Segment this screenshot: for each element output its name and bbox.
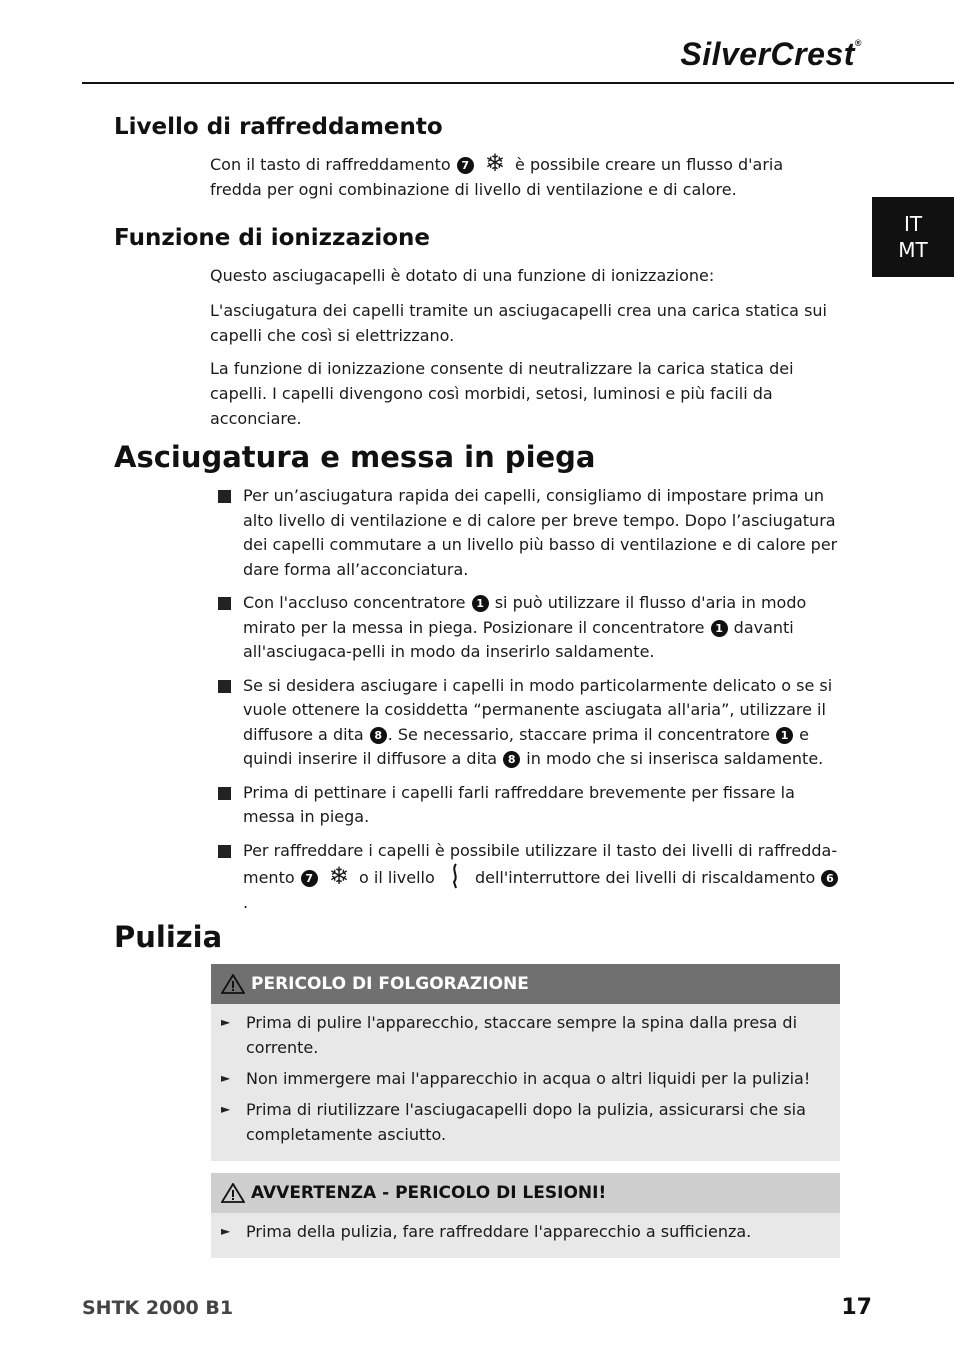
part-number-badge: 8: [370, 727, 387, 744]
square-bullet-icon: [218, 787, 231, 800]
danger-box-title: PERICOLO DI FOLGORAZIONE: [251, 974, 529, 994]
arrow-bullet-icon: ►: [221, 1071, 231, 1085]
snowflake-icon: ❄: [328, 862, 349, 890]
heading-ionization: Funzione di ionizzazione: [114, 225, 431, 251]
snowflake-icon: ❄: [484, 149, 505, 177]
arrow-bullet-icon: ►: [221, 1102, 231, 1116]
ionization-paragraph: Questo asciugacapelli è dotato di una funzione di ionizzazione:: [210, 266, 715, 285]
part-number-badge: 1: [711, 620, 728, 637]
list-item: ► Prima della pulizia, fare raffreddare l'apparecchio a sufficienza.: [221, 1219, 820, 1244]
cooling-paragraph: Con il tasto di raffreddamento 7 ❄ è possibile creare un flusso d'aria fredda per ogni combinazione di livello di ventilazione e di calore.: [210, 149, 784, 199]
heading-cooling: Livello di raffreddamento: [114, 114, 443, 140]
header-rule: [82, 82, 954, 84]
part-number-badge: 1: [472, 595, 489, 612]
warning-box-header: [211, 1173, 840, 1213]
list-item: Se si desidera asciugare i capelli in modo particolarmente delicato o se si vuole ottenere la cosiddetta “permanente asciugata all'aria”, utilizzare il diffusore a dita 8 . Se necessario, staccare prima il concentratore 1 e quindi inserire il diffusore a dita 8 in modo che si inserisca saldamente.: [215, 674, 840, 772]
square-bullet-icon: [218, 845, 231, 858]
warning-list: [211, 1213, 840, 1258]
ionization-paragraph: L'asciugatura dei capelli tramite un asciugacapelli crea una carica statica sui capelli che così si elettrizzano.: [210, 301, 827, 345]
list-item: Con l'accluso concentratore 1 si può utilizzare il flusso d'aria in modo mirato per la messa in piega. Posizionare il concentratore 1 davanti all'asciugaca-pelli in modo da inserirlo saldamente.: [215, 591, 840, 665]
heading-cleaning: Pulizia: [114, 920, 223, 954]
language-tab: [872, 197, 954, 277]
list-item: ► Prima di pulire l'apparecchio, staccare sempre la spina dalla presa di corrente.: [221, 1010, 820, 1060]
square-bullet-icon: [218, 680, 231, 693]
warning-triangle-icon: [221, 1183, 245, 1203]
list-item: ► Prima di riutilizzare l'asciugacapelli dopo la pulizia, assicurarsi che sia completamente asciutto.: [221, 1097, 820, 1147]
warning-box-title: AVVERTENZA - PERICOLO DI LESIONI!: [251, 1183, 607, 1203]
drying-list: [215, 484, 840, 915]
arrow-bullet-icon: ►: [221, 1224, 231, 1238]
warning-triangle-icon: [221, 974, 245, 994]
part-number-badge: 6: [821, 870, 838, 887]
danger-box: [211, 964, 840, 1161]
list-item: Per un’asciugatura rapida dei capelli, consigliamo di impostare prima un alto livello di ventilazione e di calore per breve tempo. Dopo l’asciugatura dei capelli commutare a un livello più basso di ventilazione e di calore per dare forma all’acconciatura.: [215, 484, 840, 582]
page-number: 17: [841, 1295, 872, 1320]
language-tab-line: MT: [898, 238, 928, 262]
square-bullet-icon: [218, 597, 231, 610]
warning-box: [211, 1173, 840, 1258]
list-item: Per raffreddare i capelli è possibile utilizzare il tasto dei livelli di raffredda-mento 7 ❄ o il livello dell'interruttore dei livelli di riscaldamento 6.: [215, 839, 840, 916]
heading-drying: Asciugatura e messa in piega: [114, 440, 596, 474]
heat-wave-icon: [450, 863, 460, 889]
brand-logo: SilverCrest®: [680, 36, 862, 72]
part-number-badge: 7: [301, 870, 318, 887]
part-number-badge: 1: [776, 727, 793, 744]
danger-list: [211, 1004, 840, 1161]
danger-box-header: [211, 964, 840, 1004]
arrow-bullet-icon: ►: [221, 1015, 231, 1029]
language-tab-line: IT: [903, 212, 923, 236]
list-item: Prima di pettinare i capelli farli raffreddare brevemente per fissare la messa in piega.: [215, 781, 840, 830]
list-item: ► Non immergere mai l'apparecchio in acqua o altri liquidi per la pulizia!: [221, 1066, 820, 1091]
footer-model: SHTK 2000 B1: [82, 1297, 234, 1319]
part-number-badge: 7: [457, 157, 474, 174]
square-bullet-icon: [218, 490, 231, 503]
ionization-paragraph: La funzione di ionizzazione consente di neutralizzare la carica statica dei capelli. I capelli divengono così morbidi, setosi, luminosi e più facili da acconciare.: [210, 359, 794, 428]
part-number-badge: 8: [503, 751, 520, 768]
